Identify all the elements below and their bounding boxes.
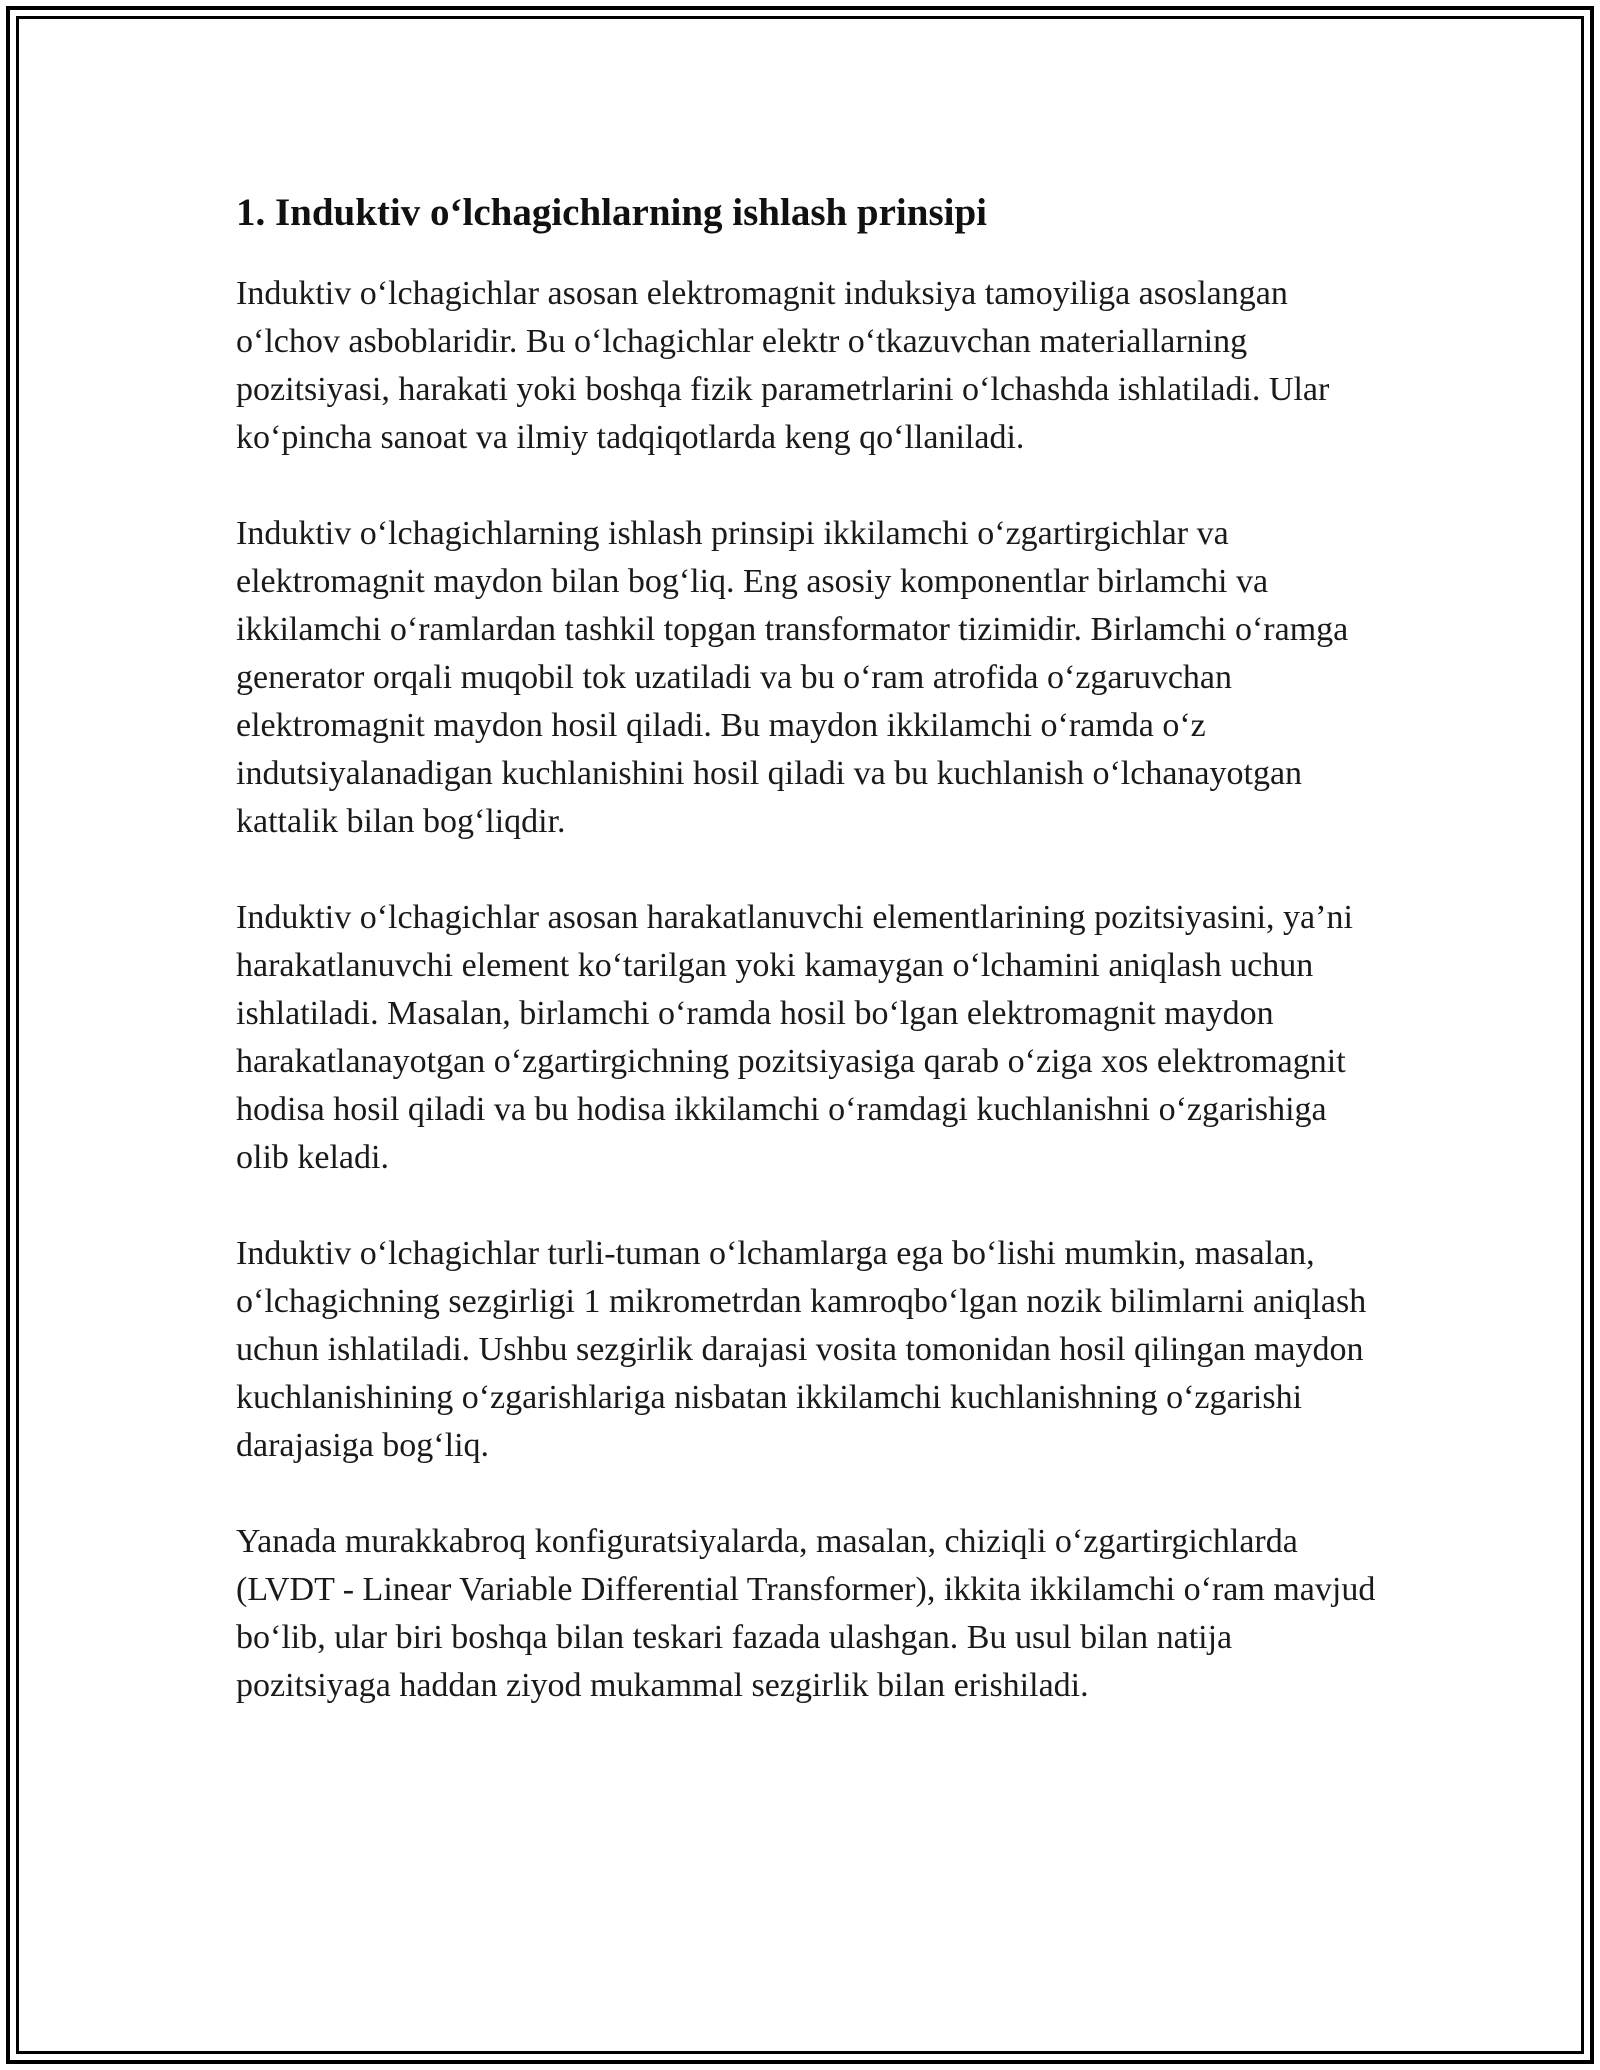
paragraph-2: Induktiv oʻlchagichlarning ishlash prinsipi ikkilamchi oʻzgartirgichlar va elektromagnit maydon bilan bogʻliq. Eng asosiy komponentlar birlamchi va ikkilamchi oʻramlardan tashkil topgan transformator tizimidir. Birlamchi oʻramga generator orqali muqobil tok uzatiladi va bu oʻram atrofida oʻzgaruvchan elektromagnit maydon hosil qiladi. Bu maydon ikkilamchi oʻramda oʻz indutsiyalanadigan kuchlanishini hosil qiladi va bu kuchlanish oʻlchanayotgan kattalik bilan bogʻliqdir.: [236, 515, 1349, 840]
paragraph-5: Yanada murakkabroq konfiguratsiyalarda, masalan, chiziqli oʻzgartirgichlarda (LVDT - Linear Variable Differential Transformer), ikkita ikkilamchi oʻram mavjud boʻlib, ular biri boshqa bilan teskari fazada ulashgan. Bu usul bilan natija pozitsiyaga haddan ziyod mukammal sezgirlik bilan erishiladi.: [236, 1523, 1376, 1704]
paragraph-3: Induktiv oʻlchagichlar asosan harakatlanuvchi elementlarining pozitsiyasini, ya’ni harakatlanuvchi element koʻtarilgan yoki kamaygan oʻlchamini aniqlash uchun ishlatiladi. Masalan, birlamchi oʻramda hosil boʻlgan elektromagnit maydon harakatlanayotgan oʻzgartirgichning pozitsiyasiga qarab oʻziga xos elektromagnit hodisa hosil qiladi va bu hodisa ikkilamchi oʻramdagi kuchlanishni oʻzgarishiga olib keladi.: [236, 899, 1353, 1176]
paragraph-1: Induktiv oʻlchagichlar asosan elektromagnit induksiya tamoyiliga asoslangan oʻlchov asboblaridir. Bu oʻlchagichlar elektr oʻtkazuvchan materiallarning pozitsiyasi, harakati yoki boshqa fizik parametrlarini oʻlchashda ishlatiladi. Ular koʻpincha sanoat va ilmiy tadqiqotlarda keng qoʻllaniladi.: [236, 275, 1330, 456]
paragraph-4: Induktiv oʻlchagichlar turli-tuman oʻlchamlarga ega boʻlishi mumkin, masalan, oʻlchagichning sezgirligi 1 mikrometrdan kamroqboʻlgan nozik bilimlarni aniqlash uchun ishlatiladi. Ushbu sezgirlik darajasi vosita tomonidan hosil qilingan maydon kuchlanishining oʻzgarishlariga nisbatan ikkilamchi kuchlanishning oʻzgarishi darajasiga bogʻliq.: [236, 1235, 1367, 1464]
document-body: [236, 186, 1376, 1758]
section-heading: 1. Induktiv oʻlchagichlarning ishlash prinsipi: [236, 191, 987, 234]
